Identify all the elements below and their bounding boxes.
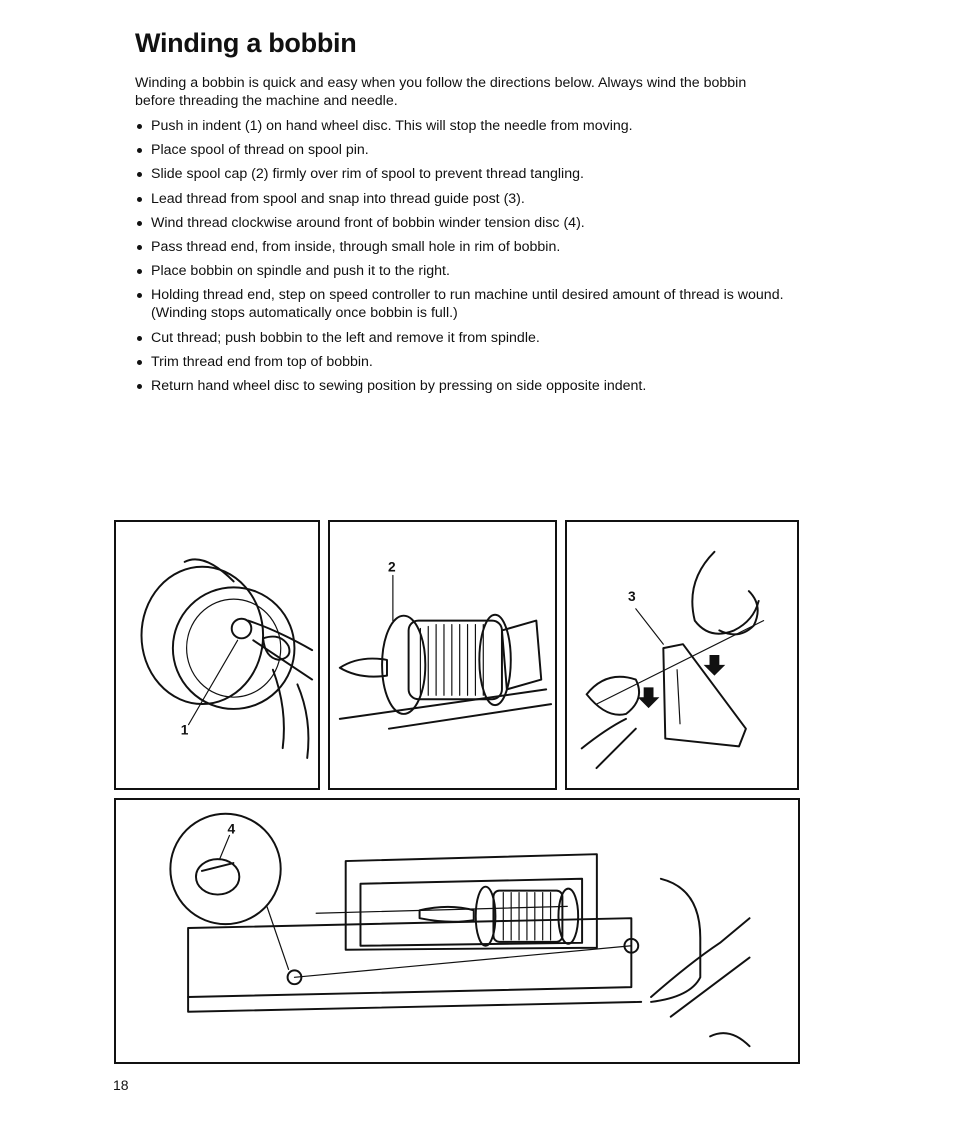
intro-paragraph: Winding a bobbin is quick and easy when you follow the directions below. Always wind the bobbin before threading the machine and needle. bbox=[135, 75, 747, 109]
list-item: Place bobbin on spindle and push it to the right. bbox=[135, 262, 785, 280]
list-item: Place spool of thread on spool pin. bbox=[135, 141, 785, 159]
bobbin-winder-illustration bbox=[116, 800, 798, 1062]
callout-3: 3 bbox=[627, 588, 636, 604]
callout-4: 4 bbox=[227, 821, 236, 837]
figure-bobbin-winder bbox=[114, 798, 800, 1064]
instruction-list bbox=[135, 117, 785, 401]
list-item: Wind thread clockwise around front of bobbin winder tension disc (4). bbox=[135, 214, 785, 232]
hand-wheel-illustration bbox=[116, 522, 318, 788]
list-item: Pass thread end, from inside, through small hole in rim of bobbin. bbox=[135, 238, 785, 256]
callout-2: 2 bbox=[387, 559, 396, 575]
list-item: Return hand wheel disc to sewing position by pressing on side opposite indent. bbox=[135, 377, 785, 395]
list-item: Slide spool cap (2) firmly over rim of spool to prevent thread tangling. bbox=[135, 165, 785, 183]
list-item: Push in indent (1) on hand wheel disc. This will stop the needle from moving. bbox=[135, 117, 785, 135]
list-item: Cut thread; push bobbin to the left and remove it from spindle. bbox=[135, 329, 785, 347]
callout-1: 1 bbox=[180, 722, 189, 738]
figure-spool-cap bbox=[328, 520, 557, 790]
list-item: Lead thread from spool and snap into thread guide post (3). bbox=[135, 190, 785, 208]
page-title: Winding a bobbin bbox=[135, 28, 357, 58]
figure-thread-guide bbox=[565, 520, 799, 790]
page-number: 18 bbox=[113, 1077, 129, 1093]
spool-cap-illustration bbox=[330, 522, 555, 788]
thread-guide-illustration bbox=[567, 522, 797, 788]
list-item: Trim thread end from top of bobbin. bbox=[135, 353, 785, 371]
list-item: Holding thread end, step on speed controller to run machine until desired amount of thread is wound. (Winding stops automatically once bobbin is full.) bbox=[135, 286, 785, 322]
figure-hand-wheel bbox=[114, 520, 320, 790]
